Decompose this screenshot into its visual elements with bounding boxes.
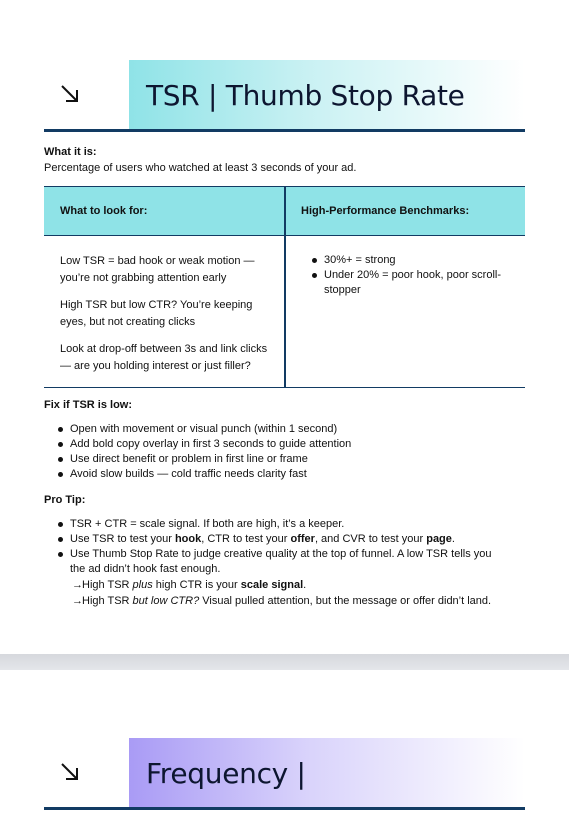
tip-text: Visual pulled attention, but the message or offer didn’t land. [199,595,492,607]
tip-text: . [303,579,307,591]
arrow-down-right-icon [60,84,80,104]
tip-text: high CTR is your [152,579,241,591]
table-column-divider [284,187,286,387]
tip-text: High TSR [82,579,133,591]
document-page-2 [0,670,569,814]
sub-item [44,593,514,609]
list-item: Under 20% = poor hook, poor scroll-stopper [298,268,502,298]
list-item: Use direct benefit or problem in first line or frame [44,452,514,467]
right-arrow-icon: → [72,595,83,607]
fix-label: Fix if TSR is low: [44,399,133,411]
right-arrow-icon: → [72,579,83,591]
list-item: Use Thumb Stop Rate to judge creative quality at the top of funnel. A low TSR tells you the ad didn’t hook fast enough. [44,547,514,577]
fix-list [44,422,514,482]
arrow-down-right-icon [60,762,80,782]
tip-text: , and CVR to test your [314,533,427,545]
table-header-label: High-Performance Benchmarks: [301,205,470,217]
table-header-benchmarks [285,187,525,236]
tip-bold: offer [290,533,315,545]
page-title: Frequency | [146,756,306,790]
list-item: Avoid slow builds — cold traffic needs clarity fast [44,467,514,482]
pro-tip-list [44,517,514,609]
table-cell-paragraph: High TSR but low CTR? You’re keeping eyes, but not creating clicks [60,299,253,328]
tip-text: . [451,533,455,545]
page-title: TSR | Thumb Stop Rate [146,78,465,112]
benchmark-table [44,186,525,388]
page-separator [0,654,569,670]
tip-text: Use TSR to test your [70,533,175,545]
tip-bold: hook [174,533,202,545]
sub-item [44,577,514,593]
tip-bold: scale signal [240,579,304,591]
title-rule [44,807,525,810]
tip-bold: page [426,533,452,545]
title-rule [44,129,525,132]
list-item: Open with movement or visual punch (within 1 second) [44,422,514,437]
list-item: Add bold copy overlay in first 3 seconds to guide attention [44,437,514,452]
list-item [44,532,514,547]
pro-tip-label: Pro Tip: [44,494,86,506]
title-banner [129,738,525,808]
table-cell-look-for [60,253,275,385]
what-it-is-text: Percentage of users who watched at least 3 seconds of your ad. [44,162,357,174]
table-cell-benchmarks [302,253,502,298]
tip-italic: but low CTR? [132,595,200,607]
what-it-is-label: What it is: [44,146,97,158]
table-cell-paragraph: Look at drop-off between 3s and link clicks — are you holding interest or just filler? [60,343,268,372]
table-cell-paragraph: Low TSR = bad hook or weak motion — you’re not grabbing attention early [60,255,255,284]
list-item: TSR + CTR = scale signal. If both are high, it’s a keeper. [44,517,514,532]
table-header-label: What to look for: [60,205,148,217]
title-banner [129,60,525,130]
table-header-look-for [44,187,284,236]
tip-italic: plus [132,579,153,591]
tip-text: High TSR [82,595,133,607]
list-item: 30%+ = strong [298,253,502,268]
tip-text: , CTR to test your [201,533,291,545]
